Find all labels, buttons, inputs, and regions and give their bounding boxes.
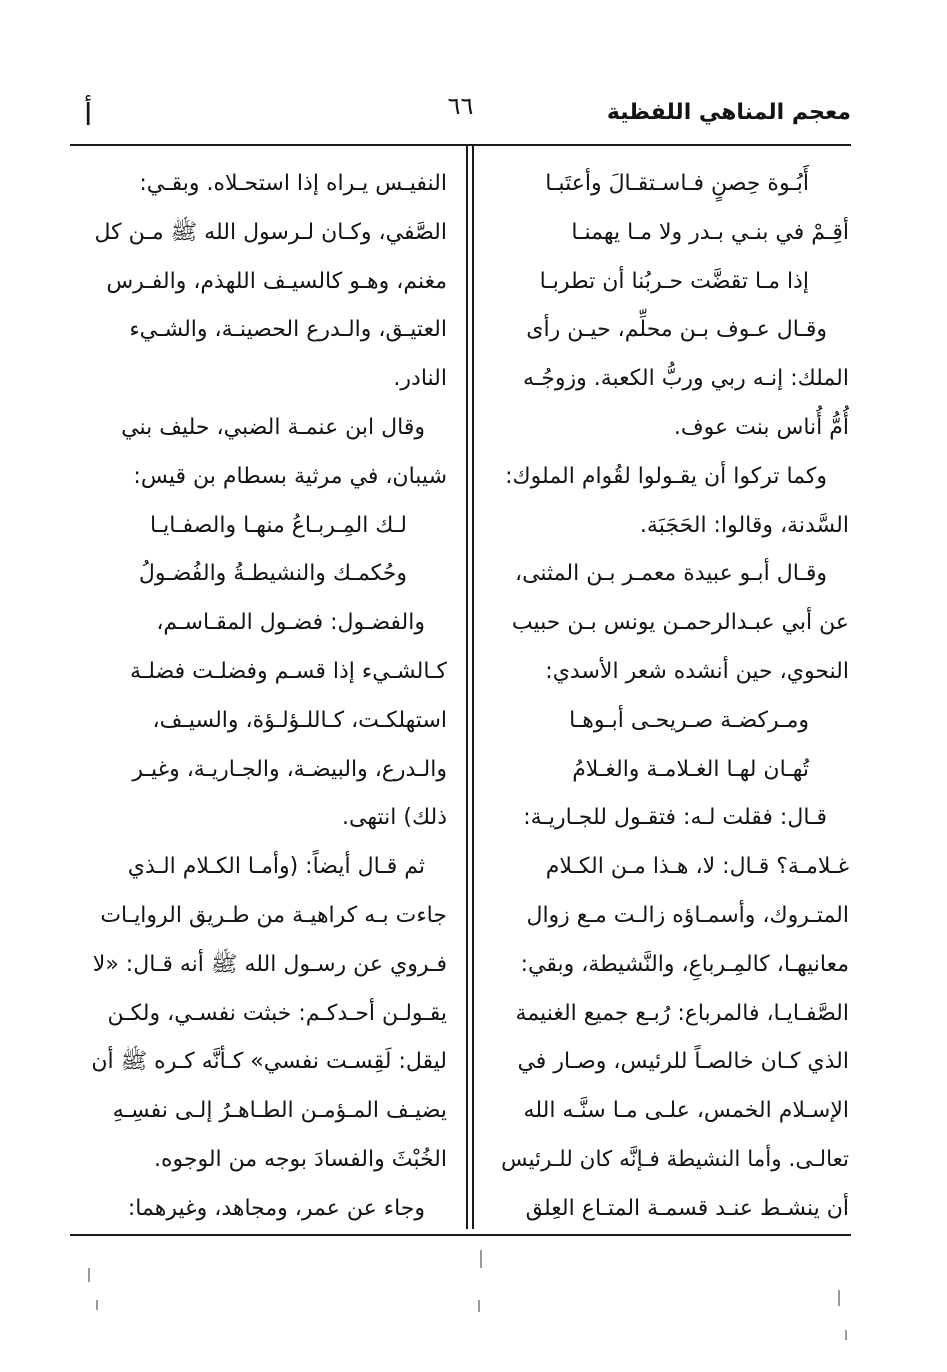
text-line: النحوي، حين أنشده شعر الأسدي:	[545, 658, 849, 684]
text-line: قـال: فقلت لـه: فتقـول للجـاريـة:	[523, 805, 827, 831]
text-line: الإسـلام الخمس، علـى مـا سنَّـه الله	[523, 1098, 849, 1124]
text-line: ليقل: لَقِسـت نفسي» كـأنَّه كـره ﷺ أن	[91, 1049, 447, 1075]
text-line: الذي كـان خالصـاً للرئيس، وصـار في	[517, 1049, 849, 1075]
text-line: الخُبْثَ والفسادَ بوجه من الوجوه.	[153, 1146, 447, 1172]
page-number: ٦٦	[447, 92, 474, 120]
text-line: وقـال عـوف بـن محلِّم، حيـن رأى	[526, 317, 827, 343]
text-line: أقِـمْ في بنـي بـدر ولا مـا يهمنـا	[571, 219, 849, 245]
text-line: والـدرع، والبيضـة، والجـاريـة، وغيـر	[132, 756, 447, 782]
text-line: يقـولـن أحـدكـم: خبثت نفسـي، ولكـن	[107, 1000, 447, 1026]
text-line: النفيـس يـراه إذا استحـلاه. وبقـي:	[139, 171, 447, 196]
text-line: تعالـى. وأما النشيطة فـإنَّه كان للـرئيس	[501, 1146, 849, 1172]
text-line: أُمُّ أُناس بنت عوف.	[673, 414, 849, 440]
text-line: الملك: إنـه ربي وربُّ الكعبة. وزوجُـه	[523, 366, 849, 392]
footer-rule	[70, 1234, 851, 1236]
text-line: ذلك) انتهى.	[342, 805, 447, 831]
running-title: معجم المناهي اللفظية	[606, 100, 851, 125]
text-line: الصَّفـايـا، فالمرباع: رُبـع جميع الغنيمة	[515, 1000, 849, 1026]
section-mark: أ	[84, 98, 93, 133]
text-line: وكما تركوا أن يقـولوا لقُوام الملوك:	[505, 463, 827, 489]
text-line: يضيـف المـؤمـن الطـاهـرُ إلـى نفسِـهِ	[112, 1098, 447, 1124]
verse-line: وحُكمـك والنشيطـةُ والفُضـولُ	[138, 561, 407, 587]
text-line: وقـال أبـو عبيدة معمـر بـن المثنى،	[514, 561, 827, 587]
verse-line: لـك المِـربـاعُ منهـا والصفـايـا	[150, 512, 407, 538]
text-line: عن أبي عبـدالرحمـن يونس بـن حبيب	[511, 610, 849, 636]
text-line: فـروي عن رسـول الله ﷺ أنه قـال: «لا	[92, 951, 447, 977]
column-divider-line	[472, 146, 474, 1229]
text-line: غـلامـة؟ قـال: لا، هـذا مـن الكـلام	[545, 854, 849, 880]
text-line: العتيـق، والـدرع الحصينـة، والشـيء	[129, 317, 447, 343]
verse-line: تُهـان لهـا الغـلامـة والغـلامُ	[572, 756, 809, 782]
text-line: وقال ابن عنمـة الضبي، حليف بني	[121, 414, 425, 440]
verse-line: إذا مـا تقضَّت حـربُنا أن تطربـا	[539, 268, 809, 294]
text-line: السَّدنة، وقالوا: الحَجَبَة.	[639, 512, 849, 538]
text-line: جاءت بـه كراهيـة من طـريق الروايـات	[100, 902, 447, 928]
text-line: أن ينشـط عنـد قسمـة المتـاع العِلق	[525, 1195, 849, 1221]
verse-line: أَبُـوة حِصنٍ فـاسـتقـالَ وأعتَبـا	[545, 171, 809, 196]
left-text-column	[77, 160, 447, 1234]
right-text-column	[497, 160, 849, 1234]
text-line: استهلكـت، كـاللـؤلـؤة، والسيـف،	[152, 707, 447, 733]
verse-line: ومـركضـة صـريحـى أبـوهـا	[569, 707, 809, 733]
text-line: كـالشـيء إذا قسـم وفضلـت فضلـة	[130, 658, 447, 684]
text-line: مغنم، وهـو كالسيـف اللهذم، والفـرس	[106, 268, 447, 294]
text-line: الصَّفي، وكـان لـرسول الله ﷺ مـن كل	[94, 219, 447, 245]
text-line: المتـروك، وأسمـاؤه زالـت مـع زوال	[526, 902, 849, 928]
text-line: ثم قـال أيضاً: (وأمـا الكـلام الـذي	[127, 854, 425, 880]
text-line: شيبان، في مرثية بسطام بن قيس:	[133, 463, 447, 489]
text-line: النادر.	[393, 366, 447, 392]
text-line: وجاء عن عمر، ومجاهد، وغيرهما:	[127, 1195, 425, 1221]
text-line: والفضـول: فضـول المقـاسـم،	[156, 610, 425, 636]
column-divider-line	[466, 146, 468, 1229]
text-line: معانيهـا، كالمِـرباعِ، والنَّشيطة، وبقي:	[520, 951, 849, 977]
page-header	[70, 92, 851, 146]
